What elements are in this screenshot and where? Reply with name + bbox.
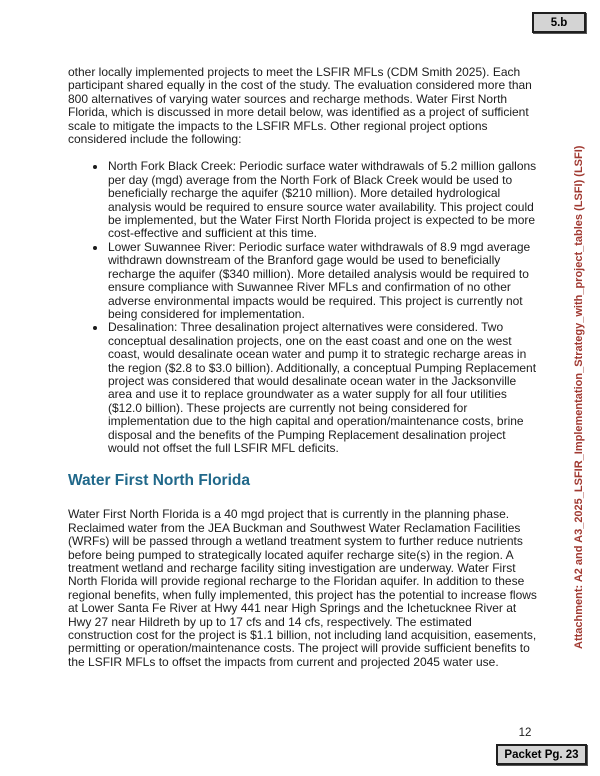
section-heading: Water First North Florida bbox=[68, 472, 250, 490]
project-options-list bbox=[68, 160, 538, 455]
attachment-sidebar-label: Attachment: A2 and A3_2025_LSFIR_Implementation_Strategy_with_project_tables (LSFI) (LSFI) bbox=[573, 145, 585, 649]
list-item: • Desalination: Three desalination project alternatives were considered. Two conceptual desalination projects, one on the east coast and one on the west coast, would desalinate ocean water and pump it to strategic recharge areas in the region ($2.8 to $3.0 billion). Additionally, a conceptual Pumping Replacement project was considered that would desalinate ocean water in the Jacksonville area and use it to replace groundwater as a water supply for all four utilities ($12.0 billion). These projects are currently not being considered for implementation due to the high capital and operation/maintenance costs, brine disposal and the benefits of the Pumping Replacement desalination project would not offset the full LSFIR MFL deficits. bbox=[107, 321, 538, 455]
packet-page-button[interactable]: Packet Pg. 23 bbox=[496, 744, 587, 765]
body-paragraph: Water First North Florida is a 40 mgd project that is currently in the planning phase. Reclaimed water from the JEA Buckman and Southwest Water Reclamation Facilities (WRFs) will be passed through a wetland treatment system to further reduce nutrients before being pumped to strategically located aquifer recharge site(s) in the region. A treatment wetland and recharge facility siting investigation are underway. Water First North Florida will provide regional recharge to the Floridan aquifer. In addition to these regional benefits, when fully implemented, this project has the potential to increase flows at Lower Santa Fe River at Hwy 441 near High Springs and the Ichetucknee River at Hwy 27 near Hildreth by up to 17 cfs and 14 cfs, respectively. The estimated construction cost for the project is $1.1 billion, not including land acquisition, easements, permitting or operation/maintenance costs. The project will provide sufficient benefits to the LSFIR MFLs to offset the impacts from current and projected 2045 water use. bbox=[68, 507, 537, 669]
list-item: • Lower Suwannee River: Periodic surface water withdrawals of 8.9 mgd average withdrawn downstream of the Branford gage would be used to beneficially recharge the aquifer ($340 million). More detailed analysis would be required to ensure compliance with Suwannee River MFLs and confirmation of no other adverse environmental impacts would be required. This project is currently not being considered for implementation. bbox=[107, 241, 538, 321]
page-number: 12 bbox=[518, 727, 532, 739]
document-text-column bbox=[68, 66, 538, 669]
intro-paragraph: other locally implemented projects to meet the LSFIR MFLs (CDM Smith 2025). Each participant shared equally in the cost of the study. The evaluation considered more than 800 alternatives of varying water sources and recharge methods. Water First North Florida, which is discussed in more detail below, was identified as a project of sufficient scale to mitigate the impacts to the LSFIR MFLs. Other regional project options considered include the following: bbox=[68, 65, 532, 147]
agenda-item-tab[interactable]: 5.b bbox=[532, 12, 586, 33]
list-item: • North Fork Black Creek: Periodic surface water withdrawals of 5.2 million gallons per day (mgd) average from the North Fork of Black Creek would be used to beneficially recharge the aquifer ($210 million). More detailed hydrological analysis would be required to ensure source water availability. This project could be implemented, but the Water First North Florida project is expected to be more cost-effective and sufficient at this time. bbox=[107, 160, 538, 240]
